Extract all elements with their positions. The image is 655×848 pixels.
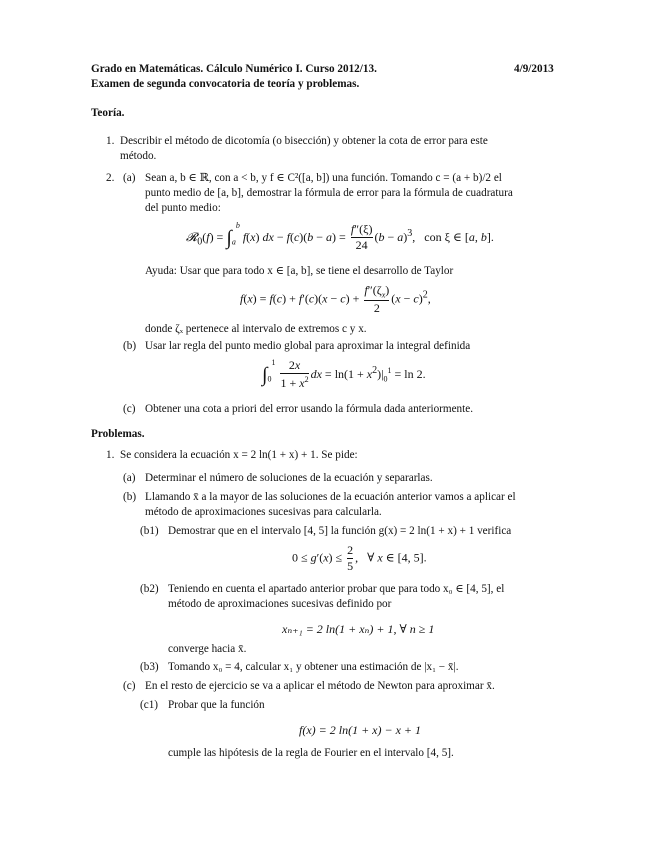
b1-label: (b1) [140,525,159,537]
q2a-line1: Sean a, b ∈ ℝ, con a < b, y f ∈ C²([a, b]) una función. Tomando c = (a + b)/2 el [145,172,502,184]
c1-label: (c1) [140,699,159,711]
q2b-label: (b) [123,340,137,352]
q2c-label: (c) [123,403,136,415]
q2a-line2: punto medio de [a, b], demostrar la fórmula de error para la fórmula de cuadratura [145,187,513,199]
pa-label: (a) [123,472,136,484]
c1-text: Probar que la función [168,699,265,711]
donde-text: donde ζₓ pertenece al intervalo de extremos c y x. [145,323,367,335]
p1-text: Se considera la ecuación x = 2 ln(1 + x) + 1. Se pide: [120,449,358,461]
q2a-line3: del punto medio: [145,202,221,214]
pc-label: (c) [123,680,136,692]
section-problemas-title: Problemas. [91,428,145,440]
pa-text: Determinar el número de soluciones de la ecuación y separarlas. [145,472,433,484]
c1-formula: f(x) = 2 ln(1 + x) − x + 1 [299,723,422,737]
q1-line2: método. [120,150,157,162]
ayuda-text: Ayuda: Usar que para todo x ∈ [a, b], se tiene el desarrollo de Taylor [145,265,454,277]
pb-label: (b) [123,491,137,503]
pc-text: En el resto de ejercicio se va a aplicar el método de Newton para aproximar x̄. [145,680,495,692]
header-title: Grado en Matemáticas. Cálculo Numérico I. Curso 2012/13. [91,63,377,75]
header-date: 4/9/2013 [514,63,554,75]
b1-inequality: 0 ≤ g′(x) ≤ $\frac{2}{5}$ , ∀ x ∈ [4, 5]. [292,543,427,573]
b2-line1: Teniendo en cuenta el apartado anterior probar que para todo x₀ ∈ [4, 5], el [168,583,505,595]
q1-line1: Describir el método de dicotomía (o bisección) y obtener la cota de error para este [120,135,488,147]
taylor-formula: f(x) = f(c) + f′(c)(x − c) + $\frac{f''(\zeta_x)}{2}$ $(x - c)^2$, [240,283,431,315]
b2-label: (b2) [140,583,159,595]
b2-formula: xₙ₊₁ = 2 ln(1 + xₙ) + 1, ∀ n ≥ 1 [282,622,435,636]
b3-label: (b3) [140,661,159,673]
converge-text: converge hacia x̄. [168,643,247,655]
midpoint-error-formula: 𝓡$_0$(f) = $\int_a^b$ f(x) dx − f(c)(b − a) = $\frac{f''(\xi)}{24}$ $(b - a)^3$, con ξ ∈ [a, b]. [186,221,494,253]
header-subtitle: Examen de segunda convocatoria de teoría y problemas. [91,78,360,90]
pb-line1: Llamando x̄ a la mayor de las soluciones de la ecuación anterior vamos a aplicar el [145,491,516,503]
q1-number: 1. [106,135,115,147]
b2-line2: método de aproximaciones sucesivas definido por [168,598,392,610]
b3-text: Tomando x₀ = 4, calcular x₁ y obtener una estimación de |x₁ − x̄|. [168,661,459,673]
integral-formula: $\int_0^1$ $\frac{2x}{1 + x^2}$ dx = $\ln(1 + x^2)|_0^1 = \ln 2$. [262,358,426,391]
pb-line2: método de aproximaciones sucesivas para calcularla. [145,506,382,518]
p1-number: 1. [106,449,115,461]
q2a-label: (a) [123,172,136,184]
b1-text: Demostrar que en el intervalo [4, 5] la función g(x) = 2 ln(1 + x) + 1 verifica [168,525,512,537]
cumple-text: cumple las hipótesis de la regla de Fourier en el intervalo [4, 5]. [168,747,454,759]
q2b-text: Usar lar regla del punto medio global para aproximar la integral definida [145,340,471,352]
q2c-text: Obtener una cota a priori del error usando la fórmula dada anteriormente. [145,403,474,415]
section-teoria-title: Teoría. [91,107,125,119]
q2-number: 2. [106,172,115,184]
